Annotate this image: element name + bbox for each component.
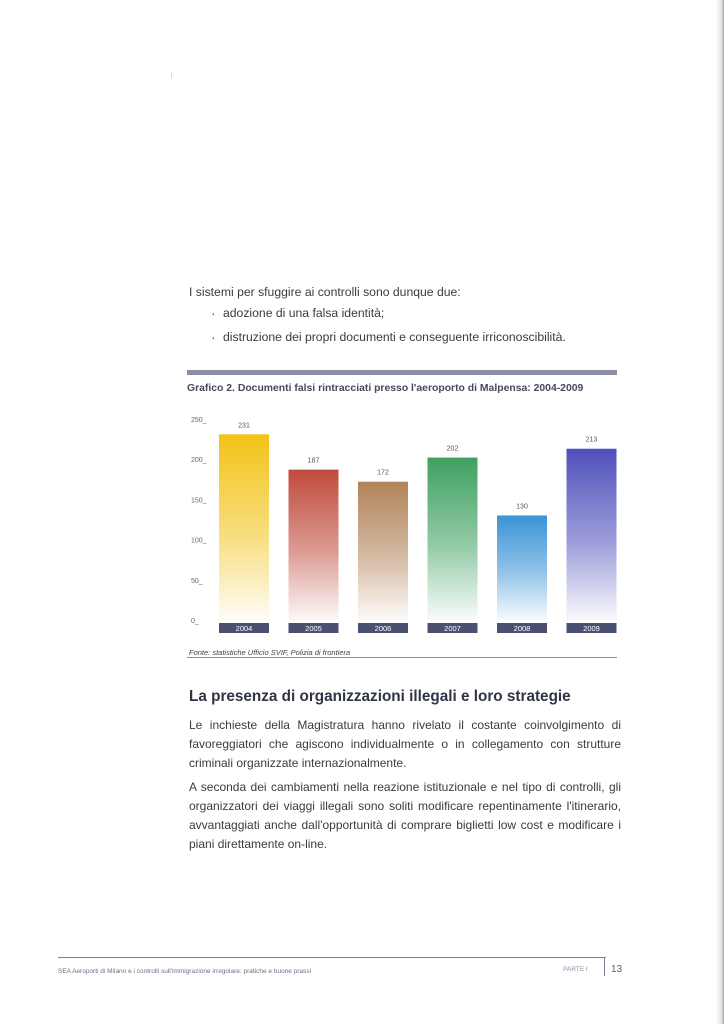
bar-value-label: 231 [238,422,250,430]
category-label: 2005 [305,624,322,633]
footer-running-title: SEA Aeroporti di Milano e i controlli sull'immigrazione irregolare: pratiche e buone prassi [58,968,312,975]
page-mark [171,72,172,78]
bar-2007 [428,458,478,620]
body-paragraph: A seconda dei cambiamenti nella reazione istituzionale e nel tipo di controlli, gli organizzatori dei viaggi illegali sono soliti modificare repentinamente l'itinerario, avvantaggiati anche dall'opportunità di comprare biglietti low cost e modificare i piani direttamente on-line. [189,779,621,851]
chart-figure [187,370,617,660]
intro-block [189,285,609,355]
intro-list-item: · adozione di una falsa identità; [211,306,609,321]
bar-2005 [289,470,339,620]
y-tick-label: 150_ [191,497,207,505]
category-label: 2004 [235,624,253,633]
bar-value-label: 130 [516,503,528,511]
page-edge-shadow [716,0,724,1024]
category-label: 2007 [444,624,461,633]
intro-list [189,306,609,345]
bar-value-label: 213 [585,436,598,444]
page-number: 13 [611,964,623,975]
chart-bottom-rule [187,657,617,658]
bar-value-label: 202 [446,445,459,453]
category-label: 2006 [374,624,392,633]
bar-2008 [497,515,547,620]
section-heading: La presenza di organizzazioni illegali e loro strategie [189,688,571,705]
y-tick-label: 0_ [191,618,199,625]
y-tick-label: 100_ [191,537,207,545]
intro-lead: I sistemi per sfuggire ai controlli sono dunque due: [189,285,461,299]
bar-chart [187,408,617,638]
y-tick-label: 50_ [191,577,203,585]
category-label: 2008 [513,624,531,633]
chart-top-rule [187,370,617,375]
category-label: 2009 [583,624,600,633]
intro-list-item: · distruzione dei propri documenti e conseguente irriconoscibilità. [211,330,609,345]
footer-part-label: PARTE I [563,966,588,973]
chart-title: Grafico 2. Documenti falsi rintracciati presso l'aeroporto di Malpensa: 2004-2009 [187,383,584,394]
y-tick-label: 250_ [191,417,207,424]
footer-rule [58,957,606,958]
bar-2009 [567,449,617,620]
bar-value-label: 172 [377,469,389,477]
bar-2004 [219,434,269,620]
section-body [189,716,621,859]
y-tick-label: 200_ [191,457,207,465]
chart-source: Fonte: statistiche Ufficio SVIF, Polizia di frontiera [189,648,351,657]
bar-value-label: 187 [307,457,320,465]
body-paragraph: Le inchieste della Magistratura hanno rivelato il costante coinvolgimento di favoreggiatori che agiscono individualmente o in collegamento con strutture criminali organizzate internazionalmente. [189,718,621,770]
footer-divider [604,957,605,976]
bar-2006 [358,482,408,620]
